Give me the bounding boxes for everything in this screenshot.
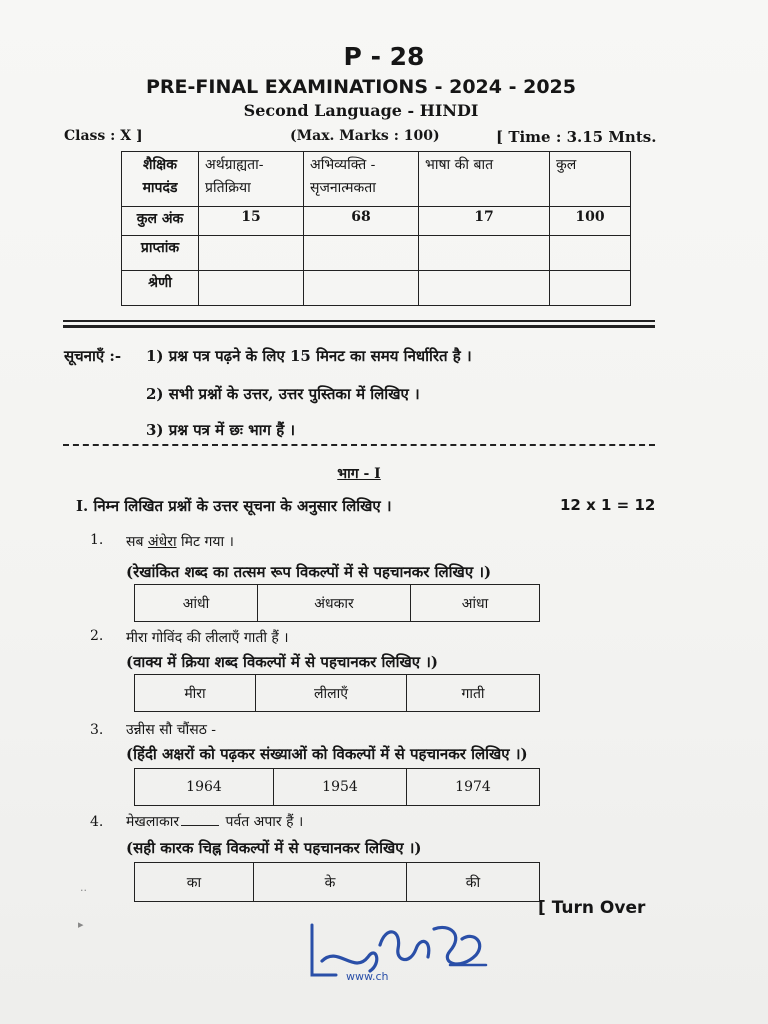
question-text-part: मेखलाकार [126,814,180,830]
divider-rule [63,320,655,322]
option-cell: गाती [461,685,485,702]
paper-code: P - 28 [343,42,425,71]
options-box [134,768,540,806]
divider-rule [63,325,655,328]
instructions-label: सूचनाएँ :- [64,347,122,365]
marks-table [121,151,631,306]
question-hint: (रेखांकित शब्द का तत्सम रूप विकल्पों में से पहचानकर लिखिए ।) [126,563,492,581]
option-cell: मीरा [135,675,256,711]
question-number: 1. [90,532,104,548]
part-title: भाग - I [337,466,381,482]
table-row-label: श्रेणी [122,271,199,306]
question-hint: (सही कारक चिह्न विकल्पों में से पहचानकर लिखिए ।) [126,839,422,857]
instruction-item: 3) प्रश्न पत्र में छः भाग हैं । [146,421,296,439]
option-cell: 1954 [274,769,407,805]
question-number: 2. [90,628,104,644]
question-number: 4. [90,814,104,830]
instruction-item: 1) प्रश्न पत्र पढ़ने के लिए 15 मिनट का समय निर्धारित है । [146,347,472,365]
instruction-item: 2) सभी प्रश्नों के उत्तर, उत्तर पुस्तिका में लिखिए । [146,385,420,403]
question-text-part: पर्वत अपार हैं । [221,814,304,830]
stamp-logo-icon [300,905,500,1001]
question-hint: (हिंदी अक्षरों को पढ़कर संख्याओं को विकल्पों में से पहचानकर लिखिए ।) [126,745,528,763]
table-row [122,207,631,236]
table-cell [550,271,631,306]
question-hint: (वाक्य में क्रिया शब्द विकल्पों में से पहचानकर लिखिए ।) [126,653,439,671]
option-cell: आंधा [461,595,489,612]
dashed-divider [63,444,655,446]
table-cell [304,236,419,271]
option-cell: 1964 [135,769,274,805]
question-text: उन्नीस सौ चौंसठ - [126,722,217,738]
table-cell [550,236,631,271]
option-cell: की [465,874,481,891]
class-label: Class : X ] [64,128,143,144]
table-header-row [122,152,631,207]
table-cell [199,271,304,306]
option-cell: लीलाएँ [256,675,407,711]
question-text-part: मिट गया । [176,534,234,550]
table-row-label: प्राप्तांक [122,236,199,271]
table-row [122,271,631,306]
option-cell: का [135,863,254,901]
table-cell: 100 [550,207,631,236]
option-cell: अंधकार [258,585,411,621]
exam-subtitle: Second Language - HINDI [243,101,479,120]
table-cell [304,271,419,306]
table-cell [199,236,304,271]
table-row-label: कुल अंक [122,207,199,236]
stamp-url: www.ch [346,970,389,983]
option-cell: के [254,863,407,901]
table-cell: 17 [419,207,550,236]
table-cell: 68 [304,207,419,236]
margin-mark: ▸ [78,918,84,931]
question-number: 3. [90,722,104,738]
option-cell: 1974 [455,779,491,795]
table-header-cell: भाषा की बात [419,152,550,207]
table-row [122,236,631,271]
exam-time: [ Time : 3.15 Mnts. [496,128,657,146]
question-text-part: सब [126,534,148,550]
options-box [134,862,540,902]
table-header-cell: अभिव्यक्ति - सृजनात्मकता [304,152,419,207]
question-text: मीरा गोविंद की लीलाएँ गाती हैं । [126,630,289,646]
section-marks: 12 x 1 = 12 [560,496,656,514]
section-heading: I. निम्न लिखित प्रश्नों के उत्तर सूचना के अनुसार लिखिए । [76,497,392,515]
margin-mark: ·· [80,884,87,897]
options-box [134,584,540,622]
question-text [126,532,234,551]
table-cell: 15 [199,207,304,236]
question-text [126,812,303,831]
max-marks: (Max. Marks : 100) [290,128,440,144]
underlined-word: अंधेरा [147,534,177,550]
options-box [134,674,540,712]
table-cell [419,271,550,306]
table-header-cell: कुल [550,152,631,207]
exam-title: PRE-FINAL EXAMINATIONS - 2024 - 2025 [146,76,576,98]
turn-over-label: [ Turn Over [538,898,646,918]
table-cell [419,236,550,271]
table-header-cell: शैक्षिक मापदंड [122,152,199,207]
table-header-cell: अर्थग्राह्यता-प्रतिक्रिया [199,152,304,207]
fill-in-blank [181,825,219,826]
option-cell: आंधी [135,585,258,621]
